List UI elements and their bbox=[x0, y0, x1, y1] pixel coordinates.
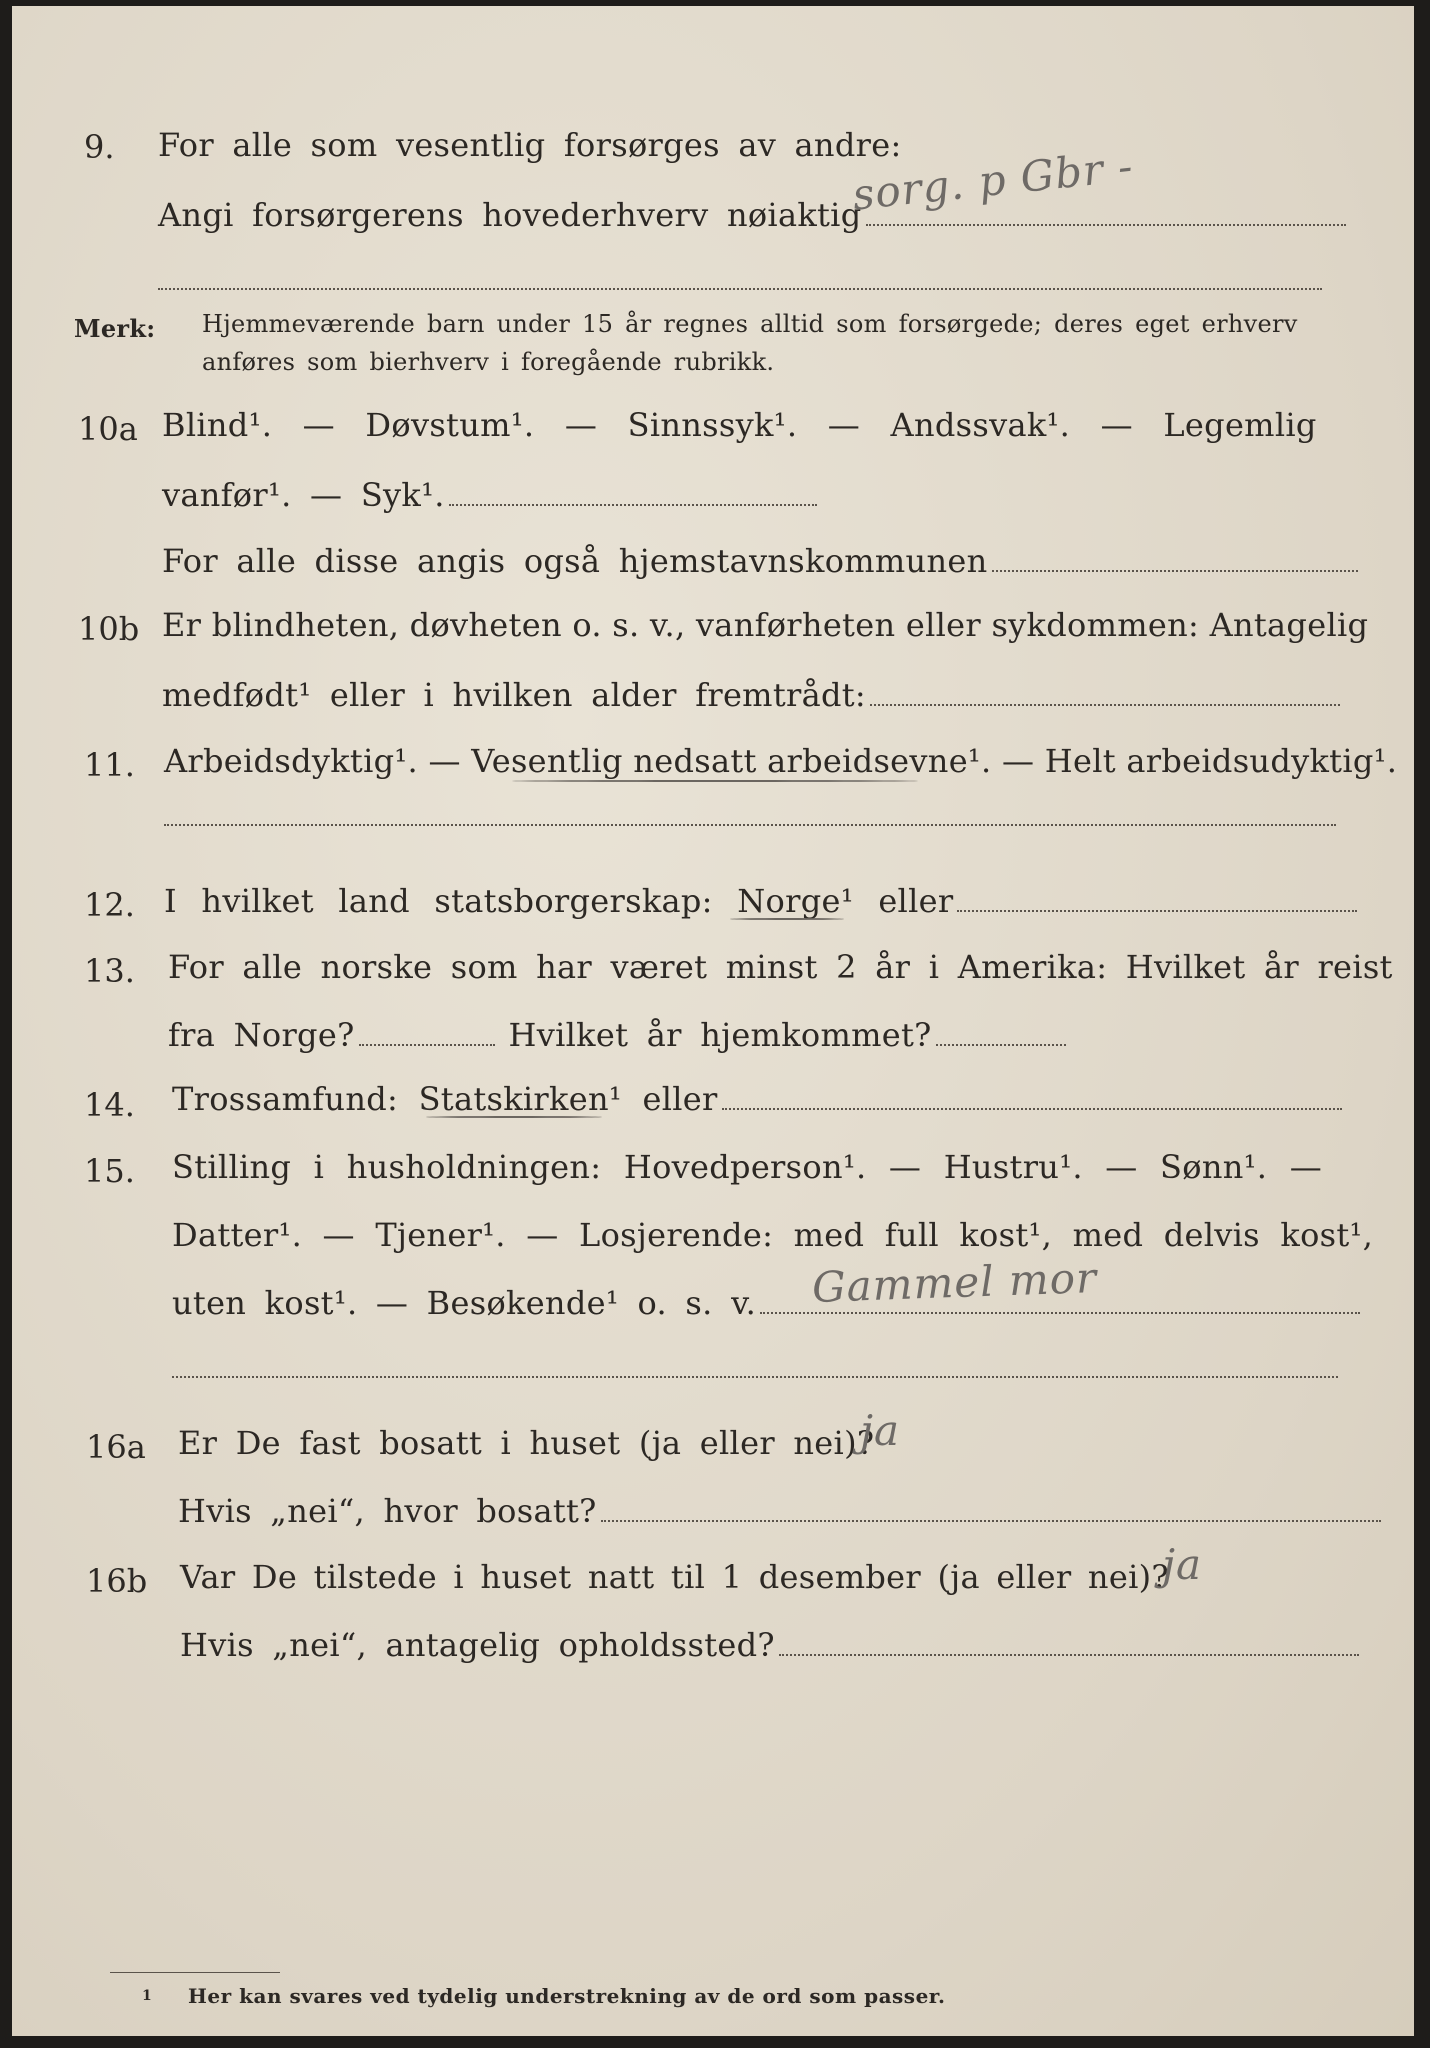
q15-options: Datter¹. — Tjener¹. — Losjerende: med full kost¹, med delvis kost¹, bbox=[172, 1216, 1374, 1254]
q10a-options: vanfør¹. — Syk¹. bbox=[162, 476, 817, 514]
handwritten-underline bbox=[730, 918, 844, 920]
q10b-question: Er blindheten, døvheten o. s. v., vanførheten eller sykdommen: Antagelig bbox=[162, 606, 1369, 644]
item-number: 12. bbox=[84, 886, 135, 924]
footnote-mark: 1 bbox=[142, 1988, 152, 2004]
item-number: 14. bbox=[84, 1086, 135, 1124]
item-number: 10a bbox=[78, 410, 138, 448]
item-number: 13. bbox=[84, 952, 135, 990]
q15-handwritten-answer[interactable]: Gammel mor bbox=[811, 1253, 1098, 1312]
footnote-rule bbox=[110, 1972, 280, 1973]
q15-options: uten kost¹. — Besøkende¹ o. s. v. bbox=[172, 1284, 1360, 1322]
q12-question: I hvilket land statsborgerskap: Norge¹ eller bbox=[164, 882, 1357, 920]
q16b-question: Var De tilstede i huset natt til 1 desember (ja eller nei)? bbox=[180, 1558, 1169, 1596]
handwritten-underline bbox=[426, 1116, 602, 1118]
item-number: 16b bbox=[86, 1562, 148, 1600]
q16b-prompt: Hvis „nei“, antagelig opholdssted? bbox=[180, 1626, 1359, 1664]
q16a-question: Er De fast bosatt i huset (ja eller nei)? bbox=[178, 1424, 875, 1462]
footnote-text: Her kan svares ved tydelig understrekning av de ord som passer. bbox=[188, 1984, 946, 2008]
q16a-prompt: Hvis „nei“, hvor bosatt? bbox=[178, 1492, 1381, 1530]
q11-options: Arbeidsdyktig¹. — Vesentlig nedsatt arbeidsevne¹. — Helt arbeidsudyktig¹. bbox=[164, 742, 1398, 780]
q10a-options: Blind¹. — Døvstum¹. — Sinnssyk¹. — Andssvak¹. — Legemlig bbox=[162, 406, 1317, 444]
q13-prompt: fra Norge? Hvilket år hjemkommet? bbox=[168, 1016, 1066, 1054]
note-line: Hjemmeværende barn under 15 år regnes alltid som forsørgede; deres eget erhverv bbox=[202, 310, 1298, 338]
handwritten-underline bbox=[512, 780, 918, 782]
q13-question: For alle norske som har været minst 2 år i Amerika: Hvilket år reist bbox=[168, 948, 1393, 986]
q9-handwritten-answer[interactable]: sorg. p Gbr - bbox=[850, 141, 1136, 220]
item-number: 15. bbox=[84, 1152, 135, 1190]
answer-line bbox=[164, 824, 1336, 826]
q16a-handwritten-answer[interactable]: ja bbox=[860, 1406, 901, 1455]
answer-line bbox=[172, 1376, 1338, 1378]
item-number: 10b bbox=[78, 610, 140, 648]
item-number: 16a bbox=[86, 1428, 146, 1466]
note-label: Merk: bbox=[74, 314, 156, 343]
q15-options: Stilling i husholdningen: Hovedperson¹. — Hustru¹. — Sønn¹. — bbox=[172, 1148, 1323, 1186]
q10a-prompt: For alle disse angis også hjemstavnskommunen bbox=[162, 542, 1358, 580]
item-number: 9. bbox=[84, 128, 115, 166]
answer-line bbox=[158, 288, 1322, 290]
q9-question: For alle som vesentlig forsørges av andre: bbox=[158, 126, 902, 164]
census-form-page bbox=[12, 6, 1414, 2036]
q16b-handwritten-answer[interactable]: ja bbox=[1162, 1540, 1203, 1589]
q9-prompt: Angi forsørgerens hovederhverv nøiaktig bbox=[158, 196, 1346, 234]
q10b-prompt: medfødt¹ eller i hvilken alder fremtrådt: bbox=[162, 676, 1340, 714]
item-number: 11. bbox=[84, 746, 135, 784]
note-line: anføres som bierhverv i foregående rubrikk. bbox=[202, 348, 775, 376]
q14-question: Trossamfund: Statskirken¹ eller bbox=[172, 1080, 1342, 1118]
